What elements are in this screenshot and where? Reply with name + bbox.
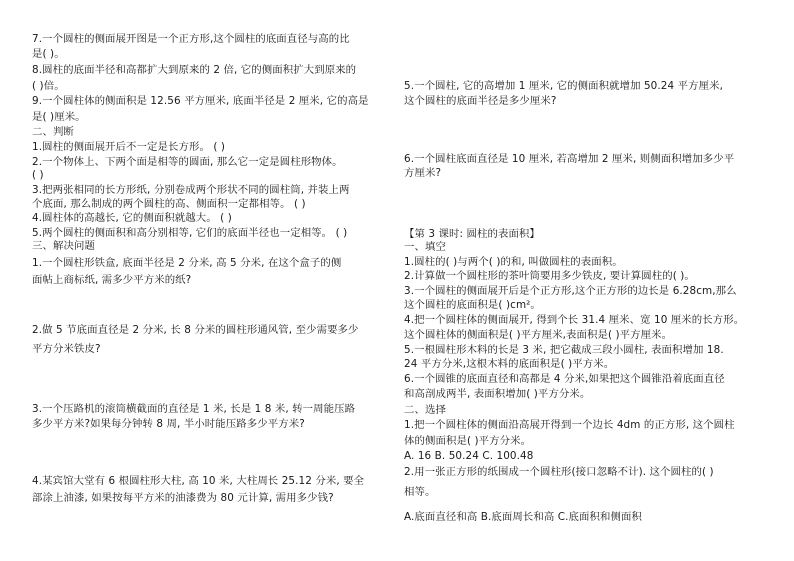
right-line-8: 2.计算做一个圆柱形的茶叶筒要用多少铁皮, 要计算圆柱的( )。	[404, 270, 695, 282]
left-line-6: 是( )厘米。	[32, 111, 86, 123]
right-line-22: 相等。	[404, 486, 436, 498]
left-line-2: 是( )。	[32, 48, 65, 60]
right-line-20: A. 16 B. 50.24 C. 100.48	[404, 450, 534, 462]
left-line-21: 多少平方米?如果每分钟转 8 周, 半小时能压路多少平方米?	[32, 418, 305, 430]
left-line-20: 3.一个压路机的滚筒横截面的直径是 1 米, 长是 1 8 米, 转一周能压路	[32, 403, 356, 415]
left-line-1: 7.一个圆柱的侧面展开图是一个正方形,这个圆柱的底面直径与高的比	[32, 33, 350, 45]
left-line-22: 4.某宾馆大堂有 6 根圆柱形大柱, 高 10 米, 大柱周长 25.12 分米, 要全	[32, 475, 365, 487]
right-line-11: 4.把一个圆柱体的侧面展开, 得到个长 31.4 厘米、宽 10 厘米的长方形。	[404, 314, 745, 326]
right-line-18: 1.把一个圆柱体的侧面沿高展开得到一个边长 4dm 的正方形, 这个圆柱	[404, 419, 735, 431]
right-line-17: 二、选择	[404, 404, 446, 416]
left-line-9: 2.一个物体上、下两个面是相等的圆面, 那么它一定是圆柱形物体。	[32, 156, 343, 168]
right-line-3: 6.一个圆柱底面直径是 10 厘米, 若高增加 2 厘米, 则侧面积增加多少平	[404, 153, 735, 165]
left-line-17: 面帖上商标纸, 需多少平方米的纸?	[32, 274, 192, 286]
right-line-14: 24 平方分米,这根木料的底面积是( )平方米。	[404, 358, 615, 370]
right-line-9: 3.一个圆柱的侧面展开后是个正方形,这个正方形的边长是 6.28cm,那么	[404, 285, 737, 297]
right-line-1: 5.一个圆柱, 它的高增加 1 厘米, 它的侧面积就增加 50.24 平方厘米,	[404, 80, 723, 92]
left-line-3: 8.圆柱的底面半径和高都扩大到原来的 2 倍, 它的侧面积扩大到原来的	[32, 64, 357, 76]
left-line-14: 5.两个圆柱的侧面积和高分别相等, 它们的底面半径也一定相等。 ( )	[32, 227, 348, 239]
right-line-7: 1.圆柱的( )与两个( )的和, 叫做圆柱的表面积。	[404, 256, 623, 268]
left-line-7: 二、判断	[32, 126, 74, 138]
right-line-19: 体的侧面积是( )平方分米。	[404, 435, 532, 447]
right-line-21: 2.用一张正方形的纸围成一个圆柱形(接口忽略不计). 这个圆柱的( )	[404, 466, 714, 478]
left-line-18: 2.做 5 节底面直径是 2 分米, 长 8 分米的圆柱形通风管, 至少需要多少	[32, 324, 359, 336]
left-line-5: 9.一个圆柱体的侧面积是 12.56 平方厘米, 底面半径是 2 厘米, 它的高是	[32, 95, 369, 107]
right-line-10: 这个圆柱的底面积是( )cm²。	[404, 299, 541, 311]
right-line-4: 方厘米?	[404, 167, 442, 179]
left-line-13: 4.圆柱体的高越长, 它的侧面积就越大。 ( )	[32, 212, 232, 224]
right-line-13: 5.一根圆柱形木料的长是 3 米, 把它截成三段小圆柱, 表面积增加 18.	[404, 344, 724, 356]
left-line-11: 3.把两张相同的长方形纸, 分别卷成两个形状不同的圆柱筒, 并装上两	[32, 184, 350, 196]
left-line-12: 个底面, 那么制成的两个圆柱的高、侧面积一定都相等。 ( )	[32, 198, 306, 210]
left-line-16: 1.一个圆柱形铁盒, 底面半径是 2 分米, 高 5 分米, 在这个盒子的侧	[32, 257, 342, 269]
right-line-12: 这个圆柱体的侧面积是( )平方厘米,表面积是( )平方厘米。	[404, 329, 673, 341]
right-line-5: 【第 3 课时: 圆柱的表面积】	[404, 228, 540, 240]
right-line-6: 一、填空	[404, 241, 446, 253]
right-line-15: 6.一个圆锥的底面直径和高都是 4 分米,如果把这个圆锥沿着底面直径	[404, 373, 725, 385]
left-line-10: ( )	[32, 169, 44, 181]
left-line-4: ( )倍。	[32, 80, 65, 92]
right-line-16: 和高剖成两半, 表面积增加( )平方分米。	[404, 388, 591, 400]
left-line-23: 部涂上油漆, 如果按每平方米的油漆费为 80 元计算, 需用多少钱?	[32, 492, 334, 504]
left-line-19: 平方分米铁皮?	[32, 343, 101, 355]
right-line-23: A.底面直径和高 B.底面周长和高 C.底面积和侧面积	[404, 511, 642, 523]
left-line-8: 1.圆柱的侧面展开后不一定是长方形。 ( )	[32, 141, 226, 153]
right-line-2: 这个圆柱的底面半径是多少厘米?	[404, 95, 557, 107]
left-line-15: 三、解决问题	[32, 240, 95, 252]
